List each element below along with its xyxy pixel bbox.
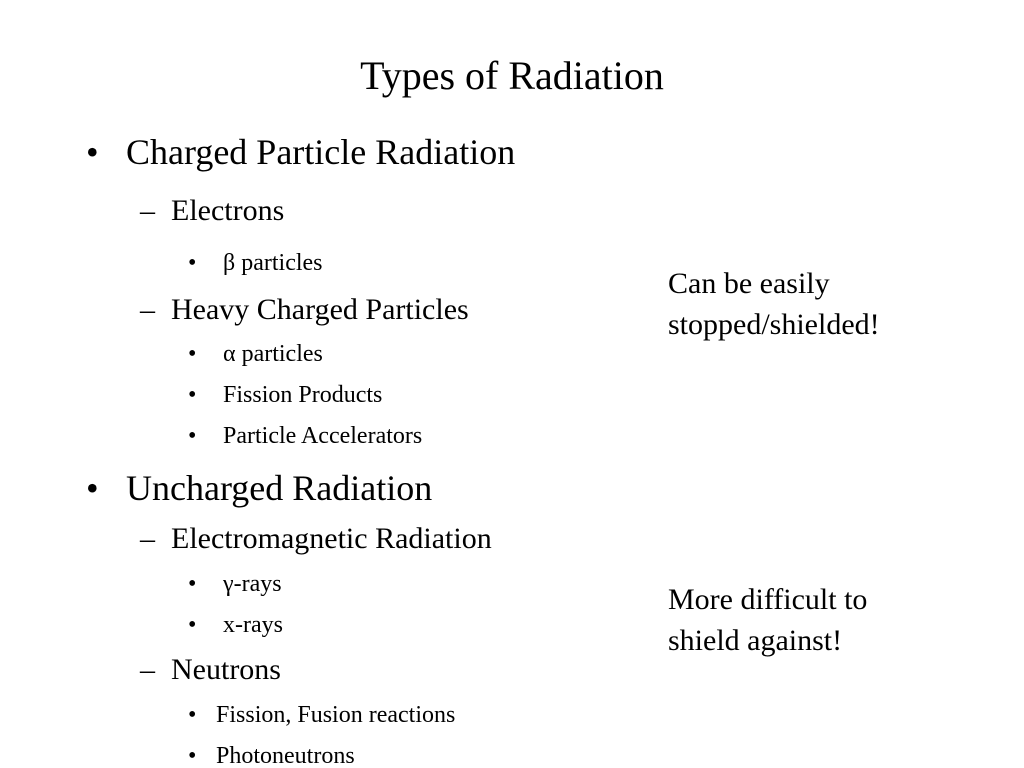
note-uncharged-line-1: More difficult to — [668, 583, 868, 616]
item-1-2-3-label: Particle Accelerators — [223, 423, 423, 449]
item-2-2-2-label: Photoneutrons — [216, 743, 355, 768]
subsection-1-1-dash: – — [140, 194, 155, 227]
item-2-1-1-bullet: • — [188, 571, 197, 597]
subsection-2-2-dash: – — [140, 653, 155, 686]
section-1-label: Charged Particle Radiation — [126, 132, 516, 172]
item-1-2-1-label: α particles — [223, 341, 323, 367]
item-1-1-1-label: β particles — [223, 250, 323, 276]
note-uncharged — [668, 579, 867, 661]
item-2-1-2-label: x-rays — [223, 612, 283, 638]
subsection-1-2-label: Heavy Charged Particles — [171, 293, 469, 326]
item-2-2-1-bullet: • — [188, 702, 197, 728]
note-charged — [668, 263, 880, 345]
section-2-bullet: • — [86, 468, 99, 508]
subsection-2-1-label: Electromagnetic Radiation — [171, 522, 492, 555]
subsection-2-2-label: Neutrons — [171, 653, 281, 686]
subsection-2-1-dash: – — [140, 522, 155, 555]
note-charged-line-2: stopped/shielded! — [668, 308, 880, 341]
item-2-2-1-label: Fission, Fusion reactions — [216, 702, 456, 728]
item-2-1-2-bullet: • — [188, 612, 197, 638]
subsection-1-2-dash: – — [140, 293, 155, 326]
note-uncharged-line-2: shield against! — [668, 624, 843, 657]
item-2-1-1-label: γ-rays — [223, 571, 282, 597]
section-1-bullet: • — [86, 132, 99, 172]
item-1-2-2-label: Fission Products — [223, 382, 383, 408]
section-2-label: Uncharged Radiation — [126, 468, 433, 508]
slide-title: Types of Radiation — [360, 53, 664, 98]
item-2-2-2-bullet: • — [188, 743, 197, 768]
subsection-1-1-label: Electrons — [171, 194, 285, 227]
item-1-1-1-bullet: • — [188, 250, 197, 276]
item-1-2-3-bullet: • — [188, 423, 197, 449]
item-1-2-1-bullet: • — [188, 341, 197, 367]
item-1-2-2-bullet: • — [188, 382, 197, 408]
note-charged-line-1: Can be easily — [668, 267, 830, 300]
